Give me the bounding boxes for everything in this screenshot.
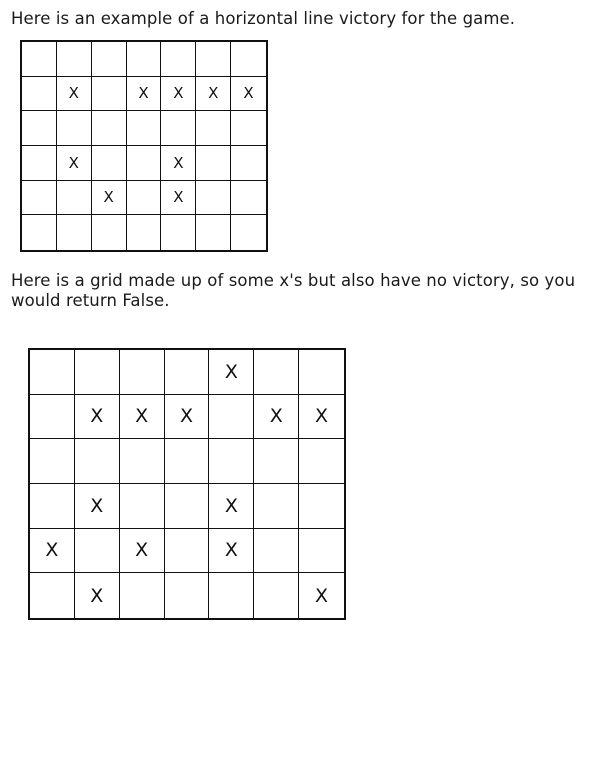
grid-cell bbox=[254, 439, 299, 484]
grid-cell bbox=[165, 350, 210, 395]
grid-cell bbox=[57, 111, 92, 146]
grid-cell: X bbox=[165, 395, 210, 440]
grid-cell bbox=[299, 439, 344, 484]
grid-cell bbox=[127, 111, 162, 146]
grid-cell bbox=[127, 42, 162, 77]
grid-cell bbox=[127, 146, 162, 181]
grid-cell bbox=[92, 146, 127, 181]
grid-cell bbox=[120, 484, 165, 529]
grid-cell: X bbox=[299, 395, 344, 440]
grid-cell bbox=[92, 42, 127, 77]
grid-cell: X bbox=[120, 529, 165, 574]
grid-cell bbox=[165, 529, 210, 574]
grid-cell bbox=[196, 215, 231, 250]
grid-cell bbox=[57, 181, 92, 216]
grid-cell bbox=[231, 215, 266, 250]
grid-cell: X bbox=[161, 77, 196, 112]
grid-cell bbox=[299, 529, 344, 574]
grid-cell: X bbox=[57, 146, 92, 181]
grid-cell: X bbox=[231, 77, 266, 112]
grid-cell: X bbox=[75, 573, 120, 618]
grid-cell: X bbox=[254, 395, 299, 440]
grid-cell bbox=[254, 350, 299, 395]
grid-cell bbox=[209, 439, 254, 484]
grid-cell bbox=[196, 42, 231, 77]
grid-cell bbox=[57, 42, 92, 77]
grid-cell bbox=[254, 573, 299, 618]
grid-cell bbox=[254, 529, 299, 574]
grid-cell: X bbox=[161, 181, 196, 216]
grid-cell: X bbox=[75, 484, 120, 529]
grid-cell bbox=[92, 111, 127, 146]
grid-cell bbox=[75, 350, 120, 395]
grid-cell bbox=[30, 484, 75, 529]
grid-cell bbox=[57, 215, 92, 250]
grid-cell bbox=[22, 42, 57, 77]
grid-cell bbox=[209, 573, 254, 618]
grid-cell: X bbox=[75, 395, 120, 440]
grid-cell bbox=[75, 439, 120, 484]
grid-cell: X bbox=[209, 484, 254, 529]
grid-cell bbox=[30, 350, 75, 395]
grid-cell bbox=[196, 111, 231, 146]
grid-cell: X bbox=[209, 529, 254, 574]
grid-cell: X bbox=[315, 584, 329, 607]
grid-cell bbox=[209, 395, 254, 440]
grid-cell bbox=[231, 42, 266, 77]
grid-cell bbox=[161, 111, 196, 146]
grid-cell bbox=[30, 395, 75, 440]
grid-cell bbox=[231, 146, 266, 181]
horizontal-victory-grid bbox=[20, 40, 268, 252]
grid-cell bbox=[120, 439, 165, 484]
grid-cell bbox=[231, 181, 266, 216]
no-victory-grid bbox=[28, 348, 346, 620]
grid-cell bbox=[22, 215, 57, 250]
grid-cell bbox=[254, 484, 299, 529]
grid-cell: X bbox=[161, 146, 196, 181]
grid-cell: X bbox=[209, 350, 254, 395]
grid-cell bbox=[22, 111, 57, 146]
grid-cell: X bbox=[127, 77, 162, 112]
grid-cell bbox=[92, 215, 127, 250]
grid-cell: X bbox=[196, 77, 231, 112]
grid-cell bbox=[30, 573, 75, 618]
grid-cell: X bbox=[120, 395, 165, 440]
grid-cell bbox=[92, 77, 127, 112]
grid-cell bbox=[127, 215, 162, 250]
grid-cell bbox=[75, 529, 120, 574]
grid-cell bbox=[161, 42, 196, 77]
grid-cell bbox=[196, 146, 231, 181]
grid-cell bbox=[196, 181, 231, 216]
grid-cell bbox=[231, 111, 266, 146]
grid-cell bbox=[299, 484, 344, 529]
grid-cell bbox=[299, 350, 344, 395]
grid-cell bbox=[30, 439, 75, 484]
grid-cell bbox=[161, 215, 196, 250]
grid-cell bbox=[120, 350, 165, 395]
grid-cell: X bbox=[57, 77, 92, 112]
grid-cell: X bbox=[30, 529, 75, 574]
grid-cell bbox=[127, 181, 162, 216]
grid-cell bbox=[22, 146, 57, 181]
grid-cell bbox=[22, 77, 57, 112]
grid-cell bbox=[165, 573, 210, 618]
grid-cell bbox=[22, 181, 57, 216]
grid-cell bbox=[165, 484, 210, 529]
grid-cell bbox=[165, 439, 210, 484]
no-victory-paragraph: Here is a grid made up of some x's but also have no victory, so you would return False. bbox=[11, 271, 576, 310]
grid-cell: X bbox=[92, 181, 127, 216]
intro-paragraph: Here is an example of a horizontal line victory for the game. bbox=[11, 9, 516, 28]
grid-cell bbox=[120, 573, 165, 618]
